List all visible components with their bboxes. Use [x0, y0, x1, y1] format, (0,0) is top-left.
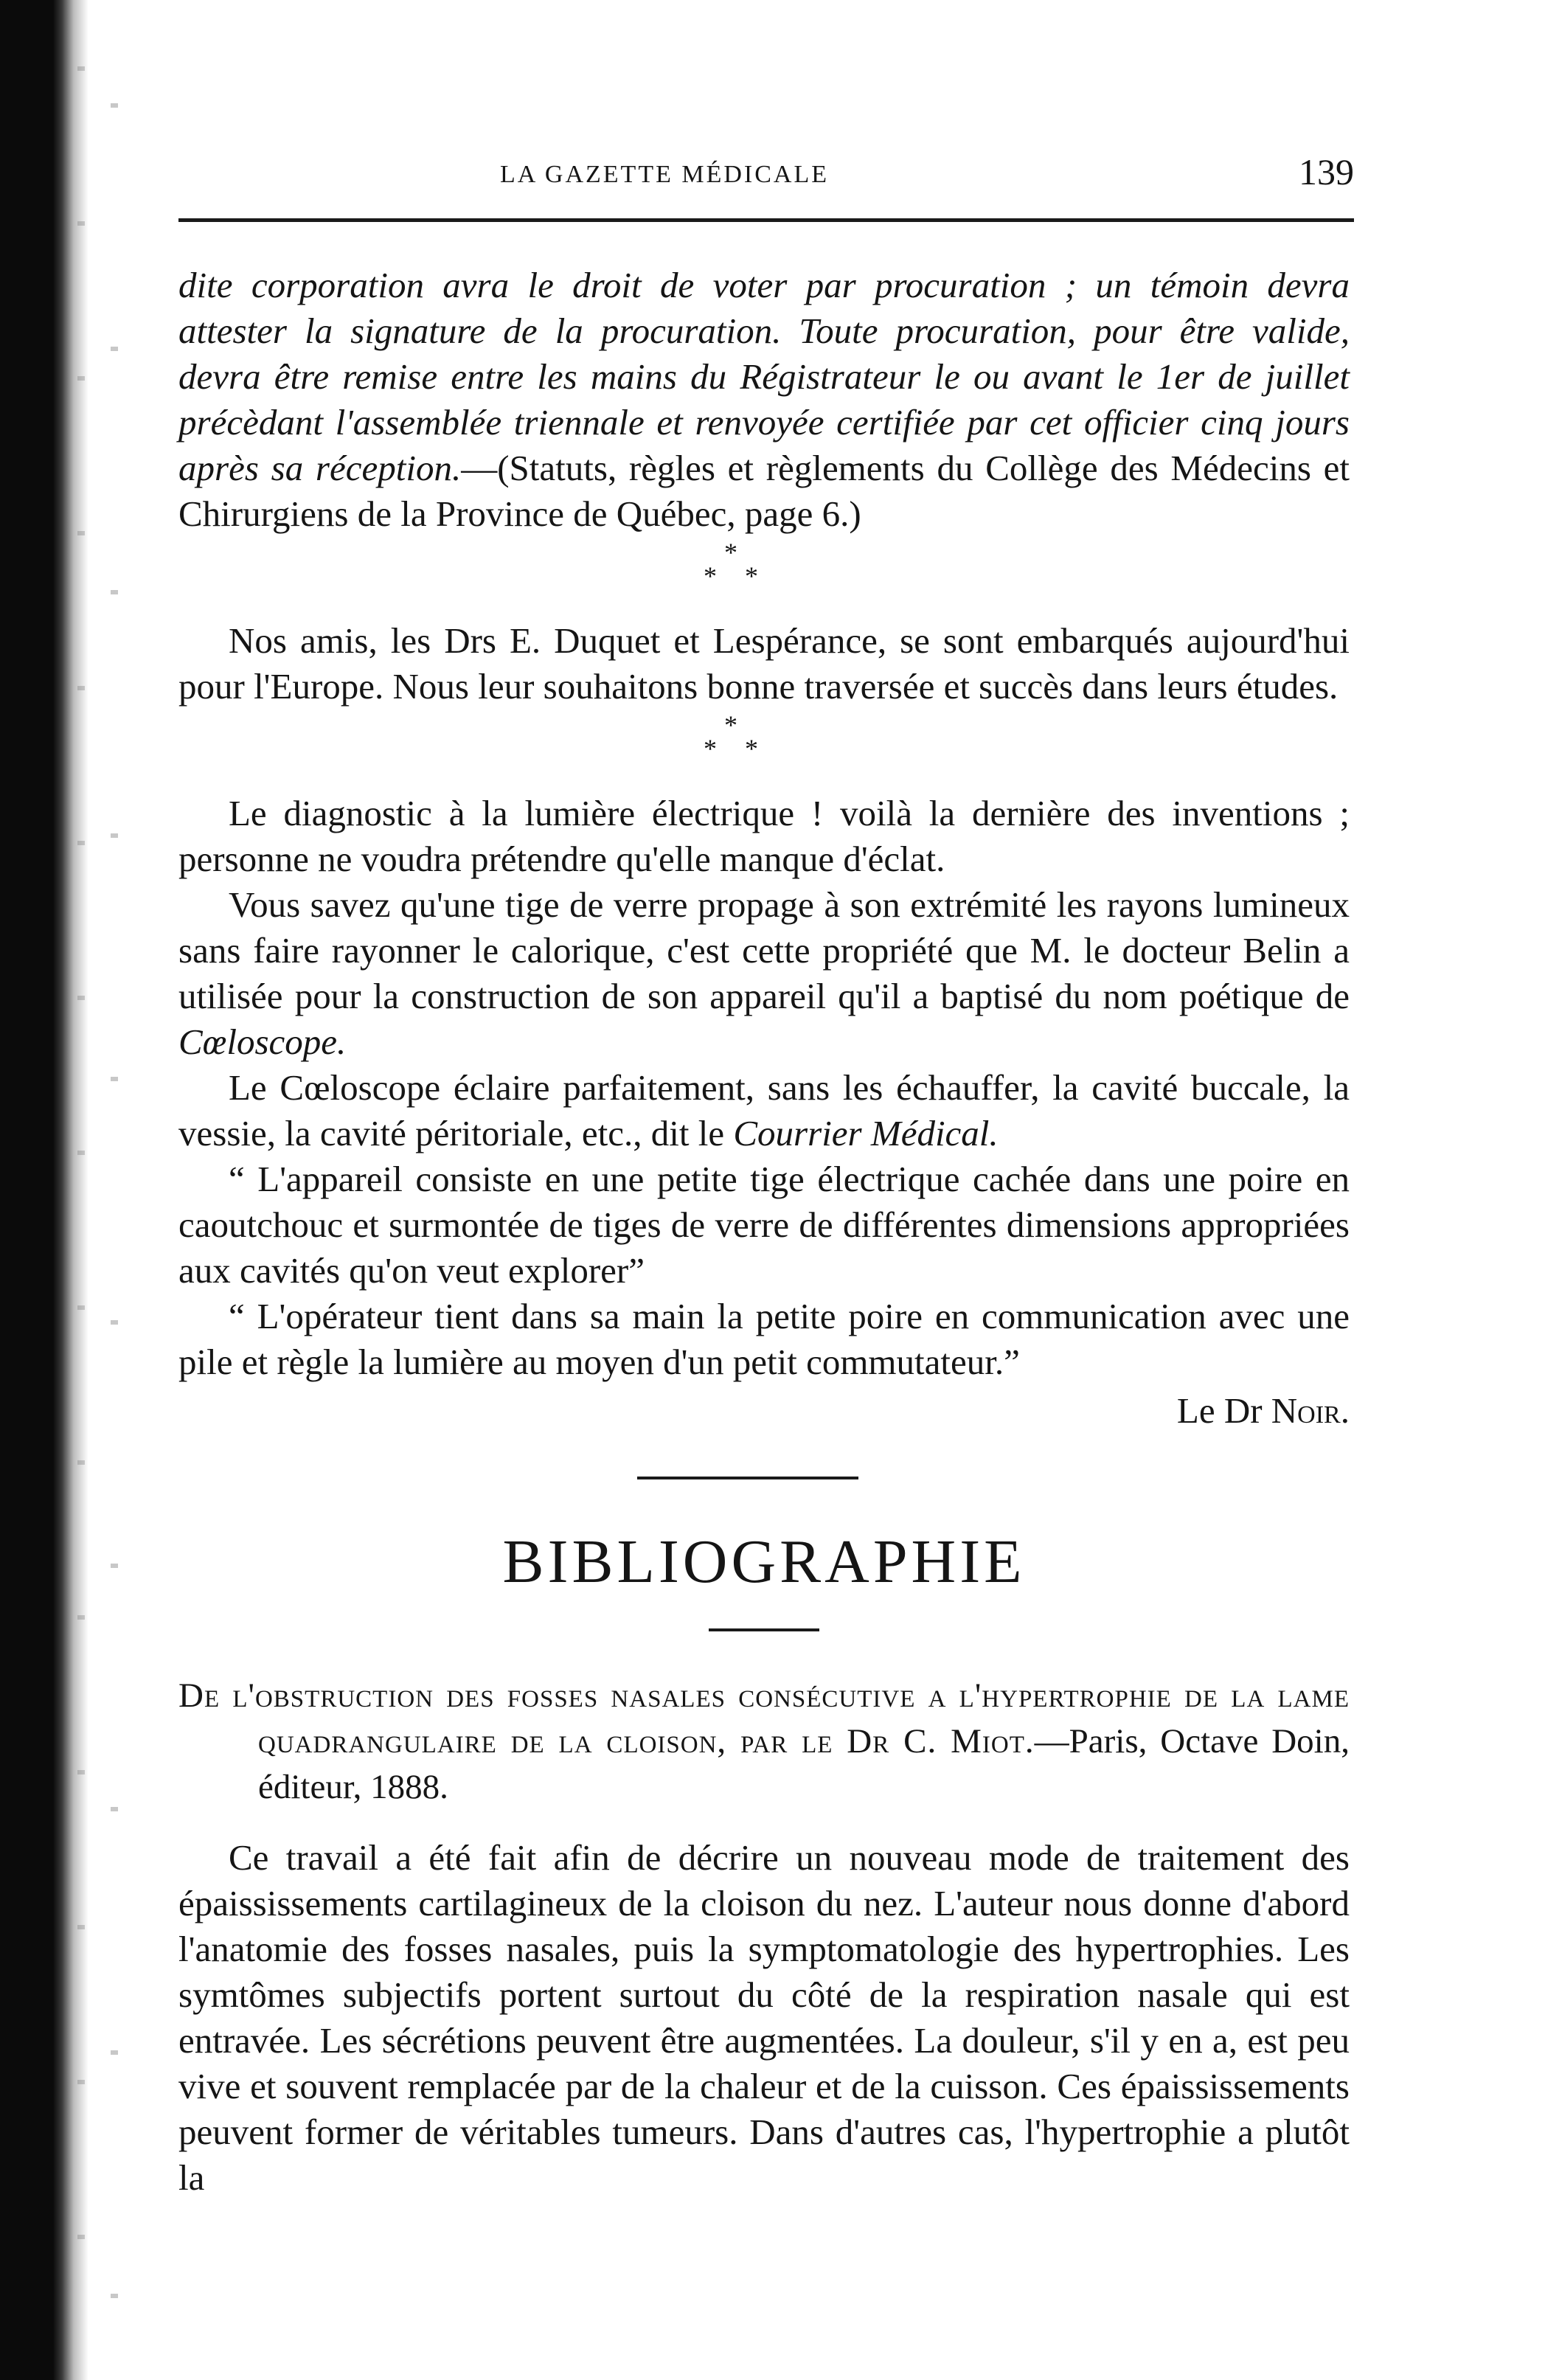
article-paragraph — [178, 1065, 1350, 1156]
review-paragraph: Ce travail a été fait afin de décrire un nouveau mode de traitement des épaississements cartilagineux de la cloison du nez. L'auteur nous donne d'abord l'anatomie des fosses nasales, puis la symptomatologie des hypertrophies. Les symtômes subjectifs portent surtout du côté de la respiration nasale qui est entravée. Les sécrétions peuvent être augmentées. La douleur, s'il y en a, est peu vive et souvent remplacée par de la chaleur et de la cuisson. Ces épaississements peuvent former de véritables tumeurs. Dans d'autres cas, l'hypertrophie a plutôt la — [178, 1837, 1350, 2198]
article-paragraph: Le diagnostic à la lumière électrique ! voilà la dernière des inventions ; personne ne voudra prétendre qu'elle manque d'éclat. — [178, 793, 1350, 879]
article-quote: “ L'opérateur tient dans sa main la petite poire en communication avec une pile et règle la lumière au moyen d'un petit commutateur.” — [178, 1296, 1350, 1382]
statute-quote-paragraph — [178, 263, 1350, 537]
scan-binding-edge — [0, 0, 88, 2380]
article-paragraph — [178, 882, 1350, 1065]
article-quote: “ L'appareil consiste en une petite tige électrique cachée dans une poire en caoutchouc et surmontée de tiges de verre de différentes dimensions appropriées aux cavités qu'on veut explorer” — [178, 1159, 1350, 1291]
section-rule — [637, 1477, 858, 1479]
heading-rule — [709, 1628, 819, 1631]
signature-name: Noir. — [1271, 1390, 1350, 1431]
news-paragraph: Nos amis, les Drs E. Duquet et Lespérance, se sont embarqués aujourd'hui pour l'Europe. Nous leur souhaitons bonne traversée et succès dans leurs études. — [178, 620, 1350, 707]
page-body — [178, 263, 1350, 2201]
asterisk: * — [745, 561, 758, 591]
page-number: 139 — [1299, 151, 1354, 192]
reference-publisher: —Paris, Octave Doin, éditeur, 1888. — [258, 1722, 1350, 1806]
asterisk: * — [745, 734, 758, 763]
bibliography-reference — [178, 1673, 1350, 1810]
asterisk: * — [704, 734, 717, 763]
asterism-divider — [178, 710, 1350, 791]
paragraph-text: Vous savez qu'une tige de verre propage à son extrémité les rayons lumineux sans faire rayonner le calorique, c'est cette propriété que M. le docteur Belin a utilisée pour la construction de son appareil qu'il a baptisé du nom poétique de — [178, 884, 1350, 1016]
section-heading: BIBLIOGRAPHIE — [502, 1527, 1026, 1596]
asterisk: * — [724, 710, 737, 740]
paragraph-text: Le Cœloscope éclaire parfaitement, sans les échauffer, la cavité buccale, la vessie, la cavité péritoriale, etc., dit le — [178, 1067, 1350, 1153]
instrument-name: Cœloscope. — [178, 1021, 347, 1062]
scan-speckle — [77, 0, 85, 2380]
reference-title: De l'obstruction des fosses nasales consécutive a l'hypertrophie de la lame quadrangulaire de la cloison, par le Dr C. Miot. — [178, 1676, 1350, 1760]
scan-speckle — [111, 0, 118, 2380]
running-head — [159, 150, 1354, 209]
statute-citation: —(Statuts, règles et règlements du Collège des Médecins et Chirurgiens de la Province de Québec, page 6.) — [178, 448, 1350, 534]
running-title: LA GAZETTE MÉDICALE — [499, 161, 830, 188]
book-page — [159, 133, 1354, 2331]
asterism-divider — [178, 537, 1350, 618]
asterisk: * — [724, 538, 737, 567]
asterisk: * — [704, 561, 717, 591]
statute-quote-italic: dite corporation avra le droit de voter par procuration ; un témoin devra attester la signature de la procuration. Toute procuration, pour être valide, devra être remise entre les mains du Régistrateur le ou avant le 1er de juillet précèdant l'assemblée triennale et renvoyée certifiée par cet officier cinq jours après sa réception. — [178, 265, 1350, 488]
header-rule — [178, 218, 1354, 222]
journal-name: Courrier Médical. — [733, 1113, 999, 1153]
author-signature — [178, 1388, 1350, 1434]
signature-prefix: Le Dr — [1176, 1390, 1271, 1431]
